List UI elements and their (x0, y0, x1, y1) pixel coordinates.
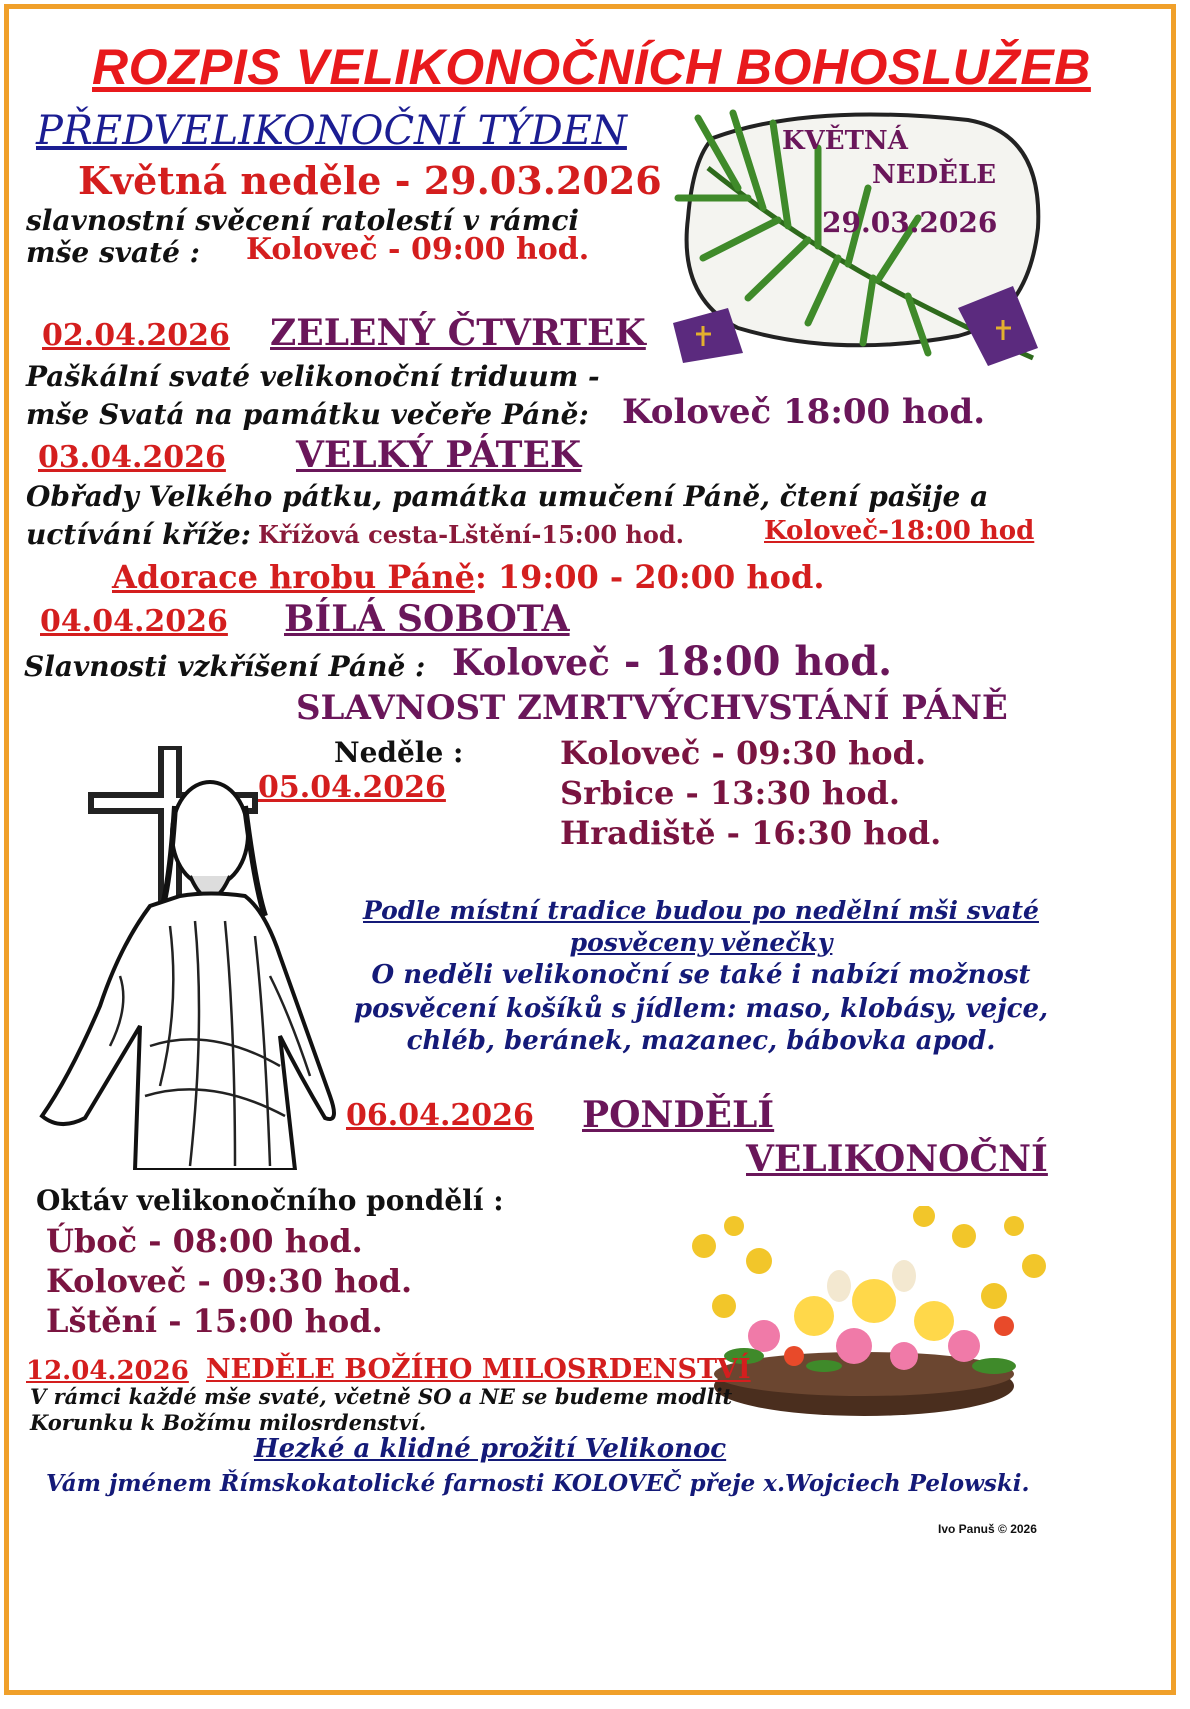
thursday-date: 02.04.2026 (42, 318, 230, 353)
saturday-time: - 18:00 hod. (609, 638, 893, 685)
monday-octave: Oktáv velikonočního pondělí : (36, 1184, 504, 1217)
thursday-title: ZELENÝ ČTVRTEK (270, 312, 646, 354)
adoration-time: : 19:00 - 20:00 hod. (474, 558, 825, 596)
monday-time-3: Lštění - 15:00 hod. (46, 1302, 383, 1340)
greeting-line2: Vám jménem Římskokatolické farnosti KOLOVEČ přeje x.Wojciech Pelowski. (46, 1470, 1030, 1497)
palm-card-line1: KVĚTNÁ (782, 126, 908, 156)
easter-time-2: Srbice - 13:30 hod. (560, 774, 901, 812)
tradition-line2: posvěceny věnečky (569, 928, 833, 957)
palm-card-line2: NEDĚLE (872, 160, 997, 190)
palm-sunday-time: Koloveč - 09:00 hod. (246, 232, 590, 267)
monday-title1: PONDĚLÍ (582, 1094, 775, 1136)
friday-line1: Obřady Velkého pátku, památka umučení Páně, čtení pašije a (26, 480, 989, 513)
palm-sunday-line2: mše svaté : (26, 236, 200, 269)
saturday-date: 04.04.2026 (40, 604, 228, 639)
palm-sunday-line1: slavnostní svěcení ratolestí v rámci (26, 204, 579, 237)
tradition-line3: O neděli velikonoční se také i nabízí možnost (371, 960, 1031, 990)
risen-christ-illustration (30, 746, 340, 1170)
easter-day: Neděle : (334, 736, 464, 769)
mercy-title: NEDĚLE BOŽÍHO MILOSRDENSTVÍ (206, 1354, 751, 1385)
tradition-line1: Podle místní tradice budou po nedělní mši svaté (363, 896, 1039, 925)
thursday-line1: Paškální svaté velikonoční triduum - (26, 360, 600, 393)
week-heading: PŘEDVELIKONOČNÍ TÝDEN (36, 108, 627, 154)
thursday-time: Koloveč 18:00 hod. (622, 392, 986, 432)
mercy-line2: Korunku k Božímu milosrdenství. (30, 1410, 427, 1435)
easter-title: SLAVNOST ZMRTVÝCHVSTÁNÍ PÁNĚ (296, 688, 1008, 728)
friday-date: 03.04.2026 (38, 440, 226, 475)
signature: Ivo Panuš © 2026 (938, 1522, 1037, 1536)
palm-card-date: 29.03.2026 (822, 206, 998, 239)
tradition-line5: chléb, beránek, mazanec, bábovka apod. (406, 1026, 996, 1056)
tradition-line4: posvěcení košíků s jídlem: maso, klobásy, vejce, (353, 994, 1049, 1024)
friday-line2: uctívání kříže: (26, 518, 251, 551)
monday-time-2: Koloveč - 09:30 hod. (46, 1262, 413, 1300)
friday-way-of-cross: Křížová cesta-Lštění-15:00 hod. (258, 520, 684, 549)
greeting-line1: Hezké a klidné prožití Velikonoc (254, 1434, 727, 1464)
friday-koloves-time: Koloveč-18:00 hod (764, 516, 1035, 546)
saturday-place: Koloveč (452, 642, 610, 684)
saturday-title: BÍLÁ SOBOTA (284, 598, 570, 640)
mercy-line1: V rámci každé mše svaté, včetně SO a NE se budeme modlit (30, 1384, 733, 1409)
saturday-line: Slavnosti vzkříšení Páně : (24, 650, 426, 683)
monday-time-1: Úboč - 08:00 hod. (46, 1222, 363, 1260)
easter-time-3: Hradiště - 16:30 hod. (560, 814, 942, 852)
thursday-line2: mše Svatá na památku večeře Páně: (26, 398, 589, 431)
mercy-date: 12.04.2026 (26, 1356, 189, 1386)
palm-sunday-heading: Květná neděle - 29.03.2026 (78, 158, 662, 203)
saturday-time-line (452, 638, 892, 685)
adoration-line (112, 558, 824, 596)
easter-date: 05.04.2026 (258, 770, 446, 805)
easter-time-1: Koloveč - 09:30 hod. (560, 734, 927, 772)
friday-title: VELKÝ PÁTEK (296, 434, 582, 476)
adoration-label: Adorace hrobu Páně (112, 558, 475, 596)
monday-date: 06.04.2026 (346, 1098, 534, 1133)
page-title: ROZPIS VELIKONOČNÍCH BOHOSLUŽEB (92, 39, 1091, 95)
monday-title2: VELIKONOČNÍ (746, 1138, 1048, 1180)
